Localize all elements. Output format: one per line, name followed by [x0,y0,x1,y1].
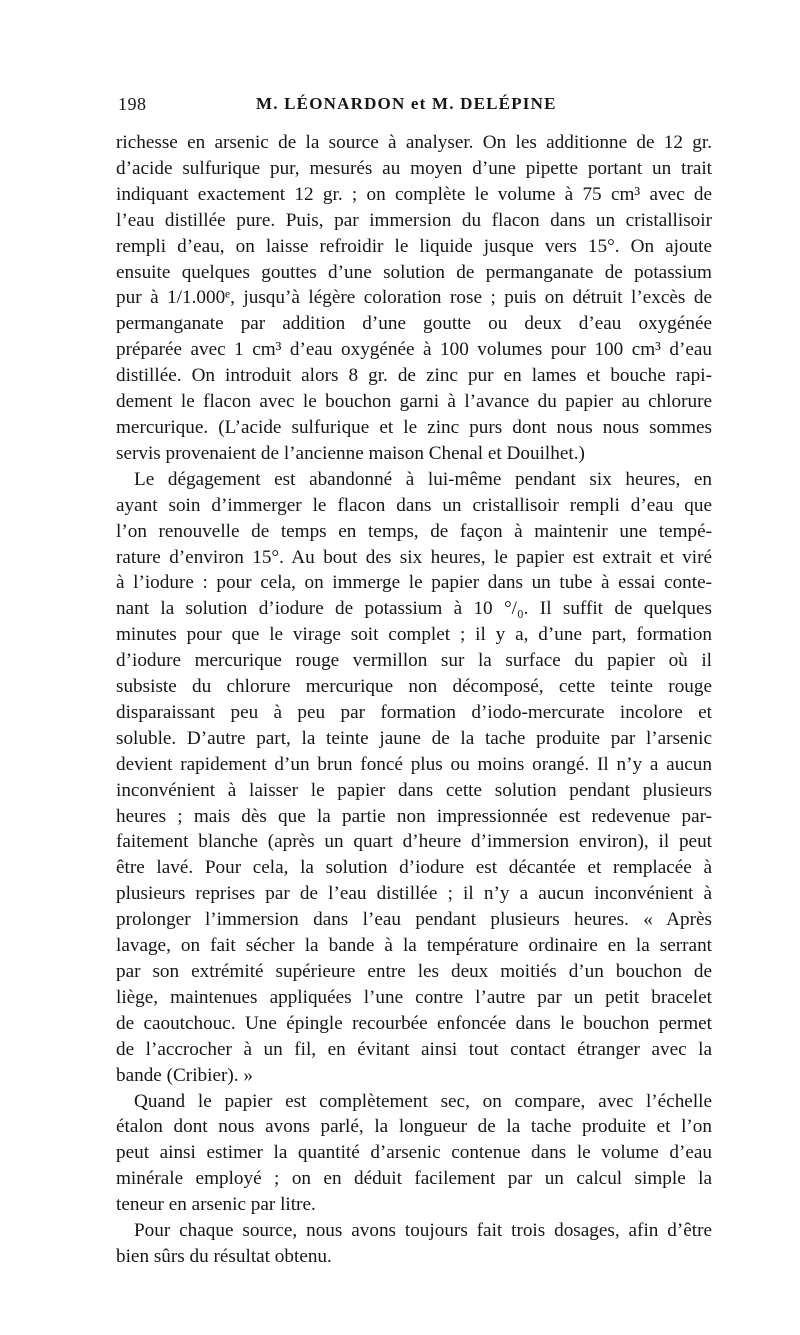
text-line: lavage, on fait sécher la bande à la température ordinaire en la serrant [116,935,712,957]
text-line: subsiste du chlorure mercurique non décomposé, cette teinte rouge [116,676,712,698]
text-line: par son extrémité supérieure entre les deux moitiés d’un bouchon de [116,961,712,982]
text-line: teneur en arsenic par litre. [116,1194,316,1216]
page-header [118,94,708,120]
text-line: liège, maintenues appliquées l’une contre l’autre par un petit bracelet [116,986,712,1008]
text-line: indiquant exactement 12 gr. ; on complète le volume à 75 cm³ avec de [116,183,712,205]
text-line: minérale employé ; on en déduit facilement par un calcul simple la [116,1168,712,1190]
text-line: de caoutchouc. Une épingle recourbée enfoncée dans le bouchon permet [116,1012,712,1034]
text-line: rature d’environ 15°. Au bout des six heures, le papier est extrait et viré [116,546,712,568]
text-line: distillée. On introduit alors 8 gr. de zinc pur en lames et bouche rapi- [116,365,712,387]
text-line: soluble. D’autre part, la teinte jaune de la tache produite par l’arsenic [116,727,712,749]
text-line: dement le flacon avec le bouchon garni à l’avance du papier au chlorure [116,391,712,413]
text-line: inconvénient à laisser le papier dans cette solution pendant plusieurs [116,779,712,801]
page-number: 198 [118,94,147,114]
text-line: faitement blanche (après un quart d’heure d’immersion environ), il peut [116,831,712,853]
text-line: être lavé. Pour cela, la solution d’iodure est décantée et remplacée à [116,857,712,879]
text-line: disparaissant peu à peu par formation d’iodo-mercurate incolore et [116,701,712,723]
text-line: mercurique. (L’acide sulfurique et le zinc purs dont nous nous sommes [116,416,712,438]
text-line: prolonger l’immersion dans l’eau pendant plusieurs heures. « Après [116,909,712,931]
text-line: richesse en arsenic de la source à analyser. On les additionne de 12 gr. [116,132,712,153]
text-line: devient rapidement d’un brun foncé plus ou moins orangé. Il n’y a aucun [116,753,712,775]
text-line: peut ainsi estimer la quantité d’arsenic contenue dans le volume d’eau [116,1142,712,1164]
text-line: rempli d’eau, on laisse refroidir le liquide jusque vers 15°. On ajoute [116,235,712,257]
text-line: de l’accrocher à un fil, en évitant ainsi tout contact étranger avec la [116,1038,712,1060]
text-line: bien sûrs du résultat obtenu. [116,1245,332,1267]
text-line: d’acide sulfurique pur, mesurés au moyen d’une pipette portant un trait [116,157,712,179]
text-line: Le dégagement est abandonné à lui-même pendant six heures, en [134,468,712,490]
text-line: pur à 1/1.000ᵉ, jusqu’à légère coloration rose ; puis on détruit l’excès de [116,287,712,309]
text-line: à l’iodure : pour cela, on immerge le papier dans un tube à essai conte- [116,572,712,594]
text-line: Quand le papier est complètement sec, on compare, avec l’échelle [134,1090,712,1112]
text-line: ensuite quelques gouttes d’une solution de permanganate de potassium [116,261,712,283]
text-line: étalon dont nous avons parlé, la longueur de la tache produite et l’on [116,1116,712,1138]
running-head: M. LÉONARDON et M. DELÉPINE [256,94,557,113]
text-line: permanganate par addition d’une goutte ou deux d’eau oxygénée [116,313,712,335]
text-line: plusieurs reprises par de l’eau distillée ; il n’y a aucun inconvénient à [116,883,712,905]
text-line: l’on renouvelle de temps en temps, de façon à maintenir une tempé- [116,520,712,542]
text-line: heures ; mais dès que la partie non impressionnée est redevenue par- [116,805,712,827]
text-line: préparée avec 1 cm³ d’eau oxygénée à 100 volumes pour 100 cm³ d’eau [116,339,712,361]
text-line: minutes pour que le virage soit complet ; il y a, d’une part, formation [116,624,712,646]
text-line: servis provenaient de l’ancienne maison Chenal et Douilhet.) [116,442,585,464]
text-line: nant la solution d’iodure de potassium à 10 °/₀. Il suffit de quelques [116,598,712,620]
text-line: ayant soin d’immerger le flacon dans un cristallisoir rempli d’eau que [116,494,712,516]
text-line: bande (Cribier). » [116,1064,253,1086]
text-line: l’eau distillée pure. Puis, par immersion du flacon dans un cristallisoir [116,209,712,231]
text-line: Pour chaque source, nous avons toujours fait trois dosages, afin d’être [134,1220,712,1242]
body-text [116,130,712,1270]
text-line: d’iodure mercurique rouge vermillon sur la surface du papier où il [116,650,712,672]
